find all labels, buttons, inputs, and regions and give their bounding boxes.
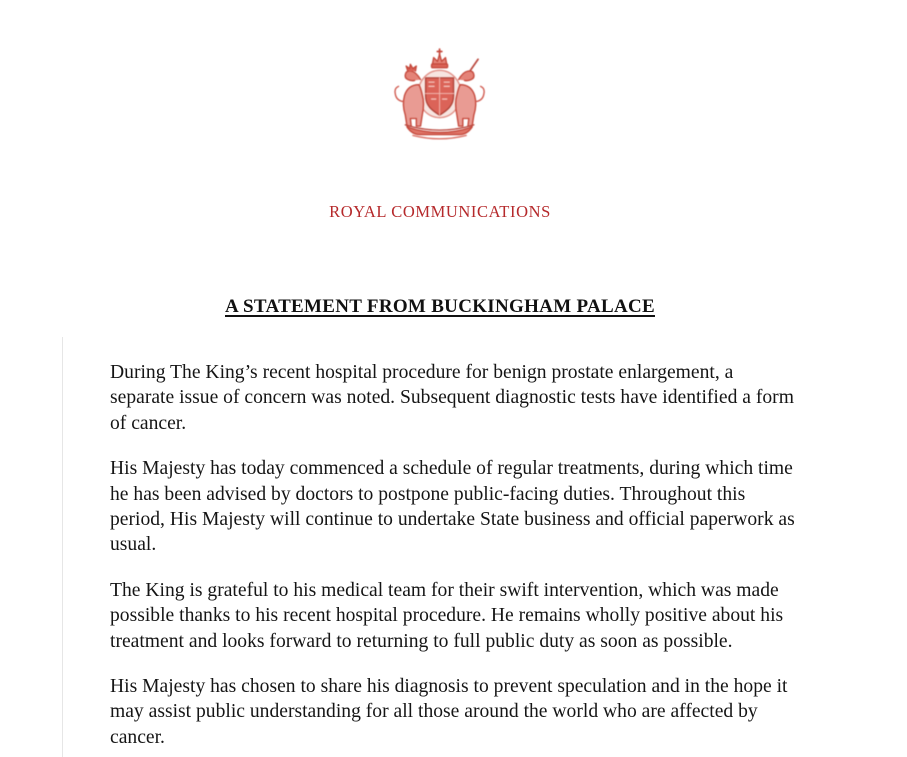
- statement-paragraph: His Majesty has chosen to share his diagnosis to prevent speculation and in the hope it may assist public understanding for all those around the world who are affected by cancer.: [110, 676, 788, 748]
- royal-coat-of-arms-icon: [385, 43, 495, 150]
- letterhead: [0, 43, 880, 318]
- statement-body: [0, 360, 798, 750]
- page-edge-line: [62, 337, 63, 757]
- statement-paragraph: The King is grateful to his medical team for their swift intervention, which was made possible thanks to his recent hospital procedure. He remains wholly positive about his treatment and looks forward to returning to full public duty as soon as possible.: [110, 579, 784, 652]
- statement-title-text: A STATEMENT FROM BUCKINGHAM PALACE: [225, 296, 655, 317]
- statement-paragraph: During The King’s recent hospital procedure for benign prostate enlargement, a separate issue of concern was noted. Subsequent diagnostic tests have identified a form of cancer.: [110, 362, 794, 434]
- statement-title: [0, 296, 880, 318]
- org-name: ROYAL COMMUNICATIONS: [329, 202, 551, 221]
- statement-paragraph: His Majesty has today commenced a schedule of regular treatments, during which time he has been advised by doctors to postpone public-facing duties. Throughout this period, His Majesty will continue to undertake State business and official paperwork as usual.: [110, 458, 795, 556]
